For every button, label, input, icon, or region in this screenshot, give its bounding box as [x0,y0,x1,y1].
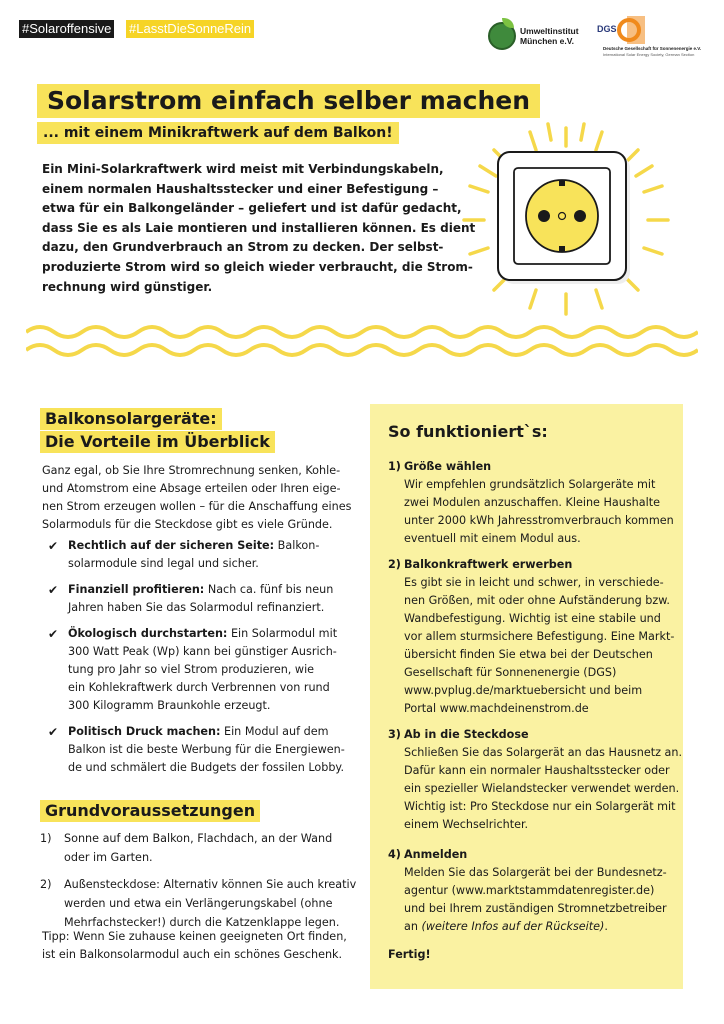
step-text: an (weitere Infos auf der Rückseite). [404,920,608,933]
step-text: einem Wechselrichter. [404,818,529,831]
step-number: 3) [388,728,401,741]
step-title: Anmelden [404,848,468,861]
vorteil-text: Nach ca. fünf bis neun [204,583,334,596]
socket-ground-bottom [559,246,565,252]
vorteil-text: Balkon- [274,539,320,552]
step-text: übersicht finden Sie etwa bei der Deutschen [404,648,653,661]
grund-item [40,829,360,867]
vorteile-list [48,537,348,785]
intro-paragraph [42,160,476,297]
checkmark-icon: ✔ [48,725,59,739]
step-text: nen Größen, mit oder ohne Aufständerung bzw. [404,594,670,607]
vorteil-item [48,537,348,573]
sun-socket-illustration [456,120,676,320]
tipp-text [42,928,352,964]
vorteil-item [48,625,348,715]
dgs-name: Deutsche Gesellschaft für Sonnenenergie e.V. [603,46,702,51]
vorteile-intro [42,462,352,534]
step-text: www.pvplug.de/marktuebersicht und beim [404,684,643,697]
step-italic-note: (weitere Infos auf der Rückseite) [421,920,605,933]
intro-line: Ein Mini-Solarkraftwerk wird meist mit Verbindungskabeln, [42,162,444,176]
step-text: vor allem sturmsichere Befestigung. Eine Markt- [404,630,675,643]
vorteil-title: Finanziell profitieren: [68,583,205,596]
step-3 [388,726,683,834]
dgs-abbreviation: DGS [597,24,617,34]
vorteile-intro-line: und Atomstrom eine Absage erteilen oder Ihren eige- [42,482,341,495]
umweltinstitut-logo [488,18,598,58]
vorteil-text: tung pro Jahr so viel Strom produzieren, wie [68,663,315,676]
intro-line: einem normalen Haushaltsstecker und einer Befestigung – [42,181,439,196]
hashtag-lasstdiesonnerein: #LasstDieSonneRein [126,20,254,38]
step-title: Größe wählen [404,460,492,473]
grund-item [40,875,360,932]
dgs-sun-icon [617,18,641,42]
vorteil-title: Ökologisch durchstarten: [68,627,228,640]
intro-line: produzierte Strom wird so gleich wieder verbraucht, die Strom- [42,259,473,274]
grund-item-text: Mehrfachstecker!) durch die Katzenklappe legen. [64,916,340,929]
vorteile-heading-line2: Die Vorteile im Überblick [40,431,275,453]
step-title: Balkonkraftwerk erwerben [404,558,573,571]
how-it-works-panel [370,404,683,989]
step-text: Gesellschaft für Sonnenenergie (DGS) [404,666,617,679]
step-text: Es gibt sie in leicht und schwer, in verschiede- [404,576,664,589]
step-title: Ab in die Steckdose [404,728,529,741]
step-text: Wichtig ist: Pro Steckdose nur ein Solargerät mit [404,800,676,813]
socket-pin-left [538,210,550,222]
umweltinstitut-suffix: München e.V. [520,36,575,46]
vorteil-text: ein Kohlekraftwerk durch Verbrennen von rund [68,681,330,694]
step-text: ein spezieller Wielandstecker verwendet werden. [404,782,680,795]
checkmark-icon: ✔ [48,627,59,641]
grund-item-text: werden und etwa ein Verlängerungskabel (ohne [64,897,333,910]
step-text: und bei Ihrem zuständigen Stromnetzbetreiber [404,902,667,915]
vorteil-text: Ein Modul auf dem [220,725,329,738]
vorteil-item [48,581,348,617]
checkmark-icon: ✔ [48,539,59,553]
tipp-line: ist ein Balkonsolarmodul auch ein schönes Geschenk. [42,948,343,961]
step-text: Dafür kann ein normaler Haushaltsstecker oder [404,764,670,777]
step-number: 1) [388,460,401,473]
checkmark-icon: ✔ [48,583,59,597]
umweltinstitut-name: Umweltinstitut [520,26,579,36]
vorteil-text: 300 Kilogramm Braunkohle erzeugt. [68,699,271,712]
step-number: 4) [388,848,401,861]
vorteil-title: Politisch Druck machen: [68,725,221,738]
step-text: Schließen Sie das Solargerät an das Hausnetz an. [404,746,683,759]
vorteil-text: de und schmälert die Budgets der fossilen Lobby. [68,761,344,774]
vorteil-text: solarmodule sind legal und sicher. [68,557,259,570]
vorteil-text: 300 Watt Peak (Wp) kann bei günstiger Ausrich- [68,645,337,658]
done-label: Fertig! [388,948,431,961]
step-1 [388,458,678,548]
step-4 [388,846,678,936]
intro-line: dass Sie es als Laie montieren und installieren können. Es dient [42,220,476,235]
socket-pin-right [574,210,586,222]
grund-item-text: oder im Garten. [64,851,153,864]
step-text: agentur (www.marktstammdatenregister.de) [404,884,655,897]
vorteil-text: Ein Solarmodul mit [227,627,338,640]
grund-item-number: 2) [40,878,52,891]
intro-line: dazu, den Grundverbrauch an Strom zu decken. Der selbst- [42,240,444,255]
tipp-line: Tipp: Wenn Sie zuhause keinen geeigneten Ort finden, [42,930,347,943]
hashtag-solaroffensive: #Solaroffensive [19,20,114,38]
intro-line: rechnung wird günstiger. [42,279,213,294]
socket-ground-top [559,180,565,186]
wave-divider [26,322,698,362]
page-subtitle: ... mit einem Minikraftwerk auf dem Balkon! [37,122,399,144]
grund-heading: Grundvoraussetzungen [40,800,260,822]
step-text: Portal www.machdeinenstrom.de [404,702,589,715]
vorteil-item [48,723,348,777]
step-number: 2) [388,558,401,571]
dgs-logo [597,16,707,60]
step-text: zwei Modulen anzuschaffen. Kleine Haushalte [404,496,661,509]
grund-item-number: 1) [40,832,52,845]
panel-title: So funktioniert`s: [388,422,548,441]
grund-item-text: Sonne auf dem Balkon, Flachdach, an der Wand [64,832,333,845]
grund-list [40,829,360,940]
vorteile-intro-line: Solarmoduls für die Steckdose gibt es viele Gründe. [42,518,333,531]
vorteil-text: Jahren haben Sie das Solarmodul refinanziert. [68,601,325,614]
intro-line: etwa für ein Balkongeländer – geliefert und ist dafür gedacht, [42,201,462,216]
page-title: Solarstrom einfach selber machen [37,84,540,118]
step-text: Wandbefestigung. Wichtig ist eine stabile und [404,612,661,625]
vorteile-heading-line1: Balkonsolargeräte: [40,408,222,430]
step-text: eventuell mit einem Modul aus. [404,532,581,545]
vorteile-intro-line: Ganz egal, ob Sie Ihre Stromrechnung senken, Kohle- [42,464,341,477]
dgs-subname: International Solar Energy Society, German Section [603,52,695,57]
socket-face [526,180,598,252]
vorteile-intro-line: nen Strom erzeugen wollen – für die Anschaffung eines [42,500,352,513]
step-text: unter 2000 kWh Jahresstromverbrauch kommen [404,514,674,527]
vorteil-text: Balkon ist die beste Werbung für die Energiewen- [68,743,345,756]
step-text: Melden Sie das Solargerät bei der Bundesnetz- [404,866,667,879]
step-text: Wir empfehlen grundsätzlich Solargeräte mit [404,478,656,491]
vorteil-title: Rechtlich auf der sicheren Seite: [68,539,275,552]
step-2 [388,556,678,718]
grund-item-text: Außensteckdose: Alternativ können Sie auch kreativ [64,878,357,891]
